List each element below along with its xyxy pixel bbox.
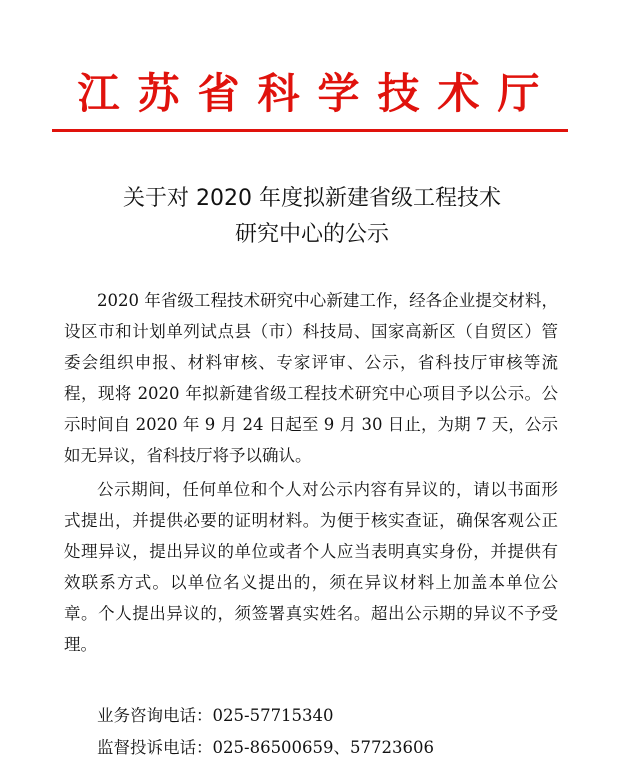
letterhead-rule (52, 129, 568, 132)
contact-complaint-label: 监督投诉电话： (97, 738, 213, 757)
contact-inquiry (97, 704, 334, 728)
contact-complaint (97, 736, 434, 760)
contact-complaint-phone: 025-86500659、57723606 (212, 738, 435, 757)
paragraph-objection-procedure: 公示期间，任何单位和个人对公示内容有异议的，请以书面形式提出，并提供必要的证明材料。为便于核实查证，确保客观公正处理异议，提出异议的单位或者个人应当表明真实身份，并提供有效联系方式。以单位名义提出的，须在异议材料上加盖本单位公章。个人提出异议的，须签署真实姓名。超出公示期的异议不予受理。 (64, 480, 558, 654)
contact-inquiry-label: 业务咨询电话： (97, 706, 213, 725)
letterhead-title: 江苏省科学技术厅 (77, 69, 558, 118)
paragraph-announcement: 2020 年省级工程技术研究中心新建工作，经各企业提交材料，设区市和计划单列试点县（市）科技局、国家高新区（自贸区）管委会组织申报、材料审核、专家评审、公示，省科技厅审核等流程，现将 2020 年拟新建省级工程技术研究中心项目予以公示。公示时间自 2020 年 9 月 24 日起至 9 月 30 日止，为期 7 天，公示如无异议，省科技厅将予以确认。 (64, 291, 558, 465)
document-title-line-2: 研究中心的公示 (234, 222, 389, 247)
contact-inquiry-phone: 025-57715340 (212, 706, 334, 725)
document-title-line-1: 关于对 2020 年度拟新建省级工程技术 (123, 186, 501, 211)
